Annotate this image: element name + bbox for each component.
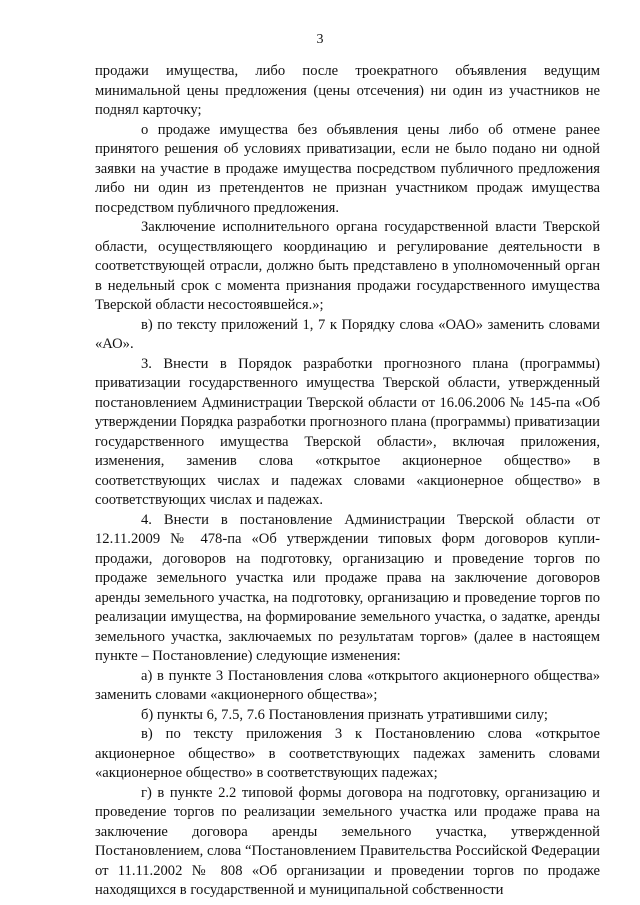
document-body — [95, 62, 600, 901]
paragraph: 3. Внести в Порядок разработки прогнозного плана (программы) приватизации государственного имущества Тверской области, утвержденный постановлением Администрации Тверской области от 16.06.2006 № 145-па «Об утверждении Порядка разработки прогнозного плана (программы) приватизации государственного имущества Тверской области», включая приложения, изменения, заменив слова «открытое акционерное общество» в соответствующих числах и падежах словами «акционерное общество» в соответствующих числах и падежах. — [95, 355, 600, 508]
paragraph: Заключение исполнительного органа государственной власти Тверской области, осуществляющего координацию и регулирование деятельности в соответствующей отрасли, должно быть представлено в уполномоченный орган в недельный срок с момента признания продажи государственного имущества Тверской области несостоявшейся.»; — [95, 219, 600, 313]
paragraph: г) в пункте 2.2 типовой формы договора на подготовку, организацию и проведение торгов по реализации земельного участка или продаже права на заключение договора аренды земельного участка, утвержденной Постановлением, слова “Постановлением Правительства Российской Федерации от 11.11.2002 № 808 «Об организации и проведении торгов по продаже находящихся в государственной и муниципальной собственности — [95, 784, 600, 898]
paragraph: 4. Внести в постановление Администрации Тверской области от 12.11.2009 № 478-па «Об утверждении типовых форм договоров купли-продажи, договоров на подготовку, организацию и проведение торгов по продаже земельного участка или продаже права на заключение договоров аренды земельного участка, на подготовку, организацию и проведение торгов по реализации имущества, на формирование земельного участка, о задатке, аренды земельного участка, заключаемых по результатам торгов» (далее в настоящем пункте – Постановление) следующие изменения: — [95, 511, 600, 664]
paragraph: б) пункты 6, 7.5, 7.6 Постановления признать утратившими силу; — [141, 706, 548, 723]
paragraph: в) по тексту приложений 1, 7 к Порядку слова «ОАО» заменить словами «АО». — [95, 316, 600, 352]
paragraph: а) в пункте 3 Постановления слова «открытого акционерного общества» заменить словами «акционерного общества»; — [95, 667, 600, 703]
paragraph: в) по тексту приложения 3 к Постановлению слова «открытое акционерное общество» в соответствующих падежах заменить словами «акционерное общество» в соответствующих падежах; — [95, 726, 600, 781]
page-number: 3 — [316, 32, 324, 47]
paragraph: о продаже имущества без объявления цены либо об отмене ранее принятого решения об условиях приватизации, если не было подано ни одной заявки на участие в продаже имущества посредством публичного предложения либо ни один из претендентов не признан участником продаж имущества посредством публичного предложения. — [95, 121, 600, 216]
paragraph-continuation: продажи имущества, либо после троекратного объявления ведущим минимальной цены предложения (цены отсечения) ни один из участников не поднял карточку; — [95, 63, 600, 118]
